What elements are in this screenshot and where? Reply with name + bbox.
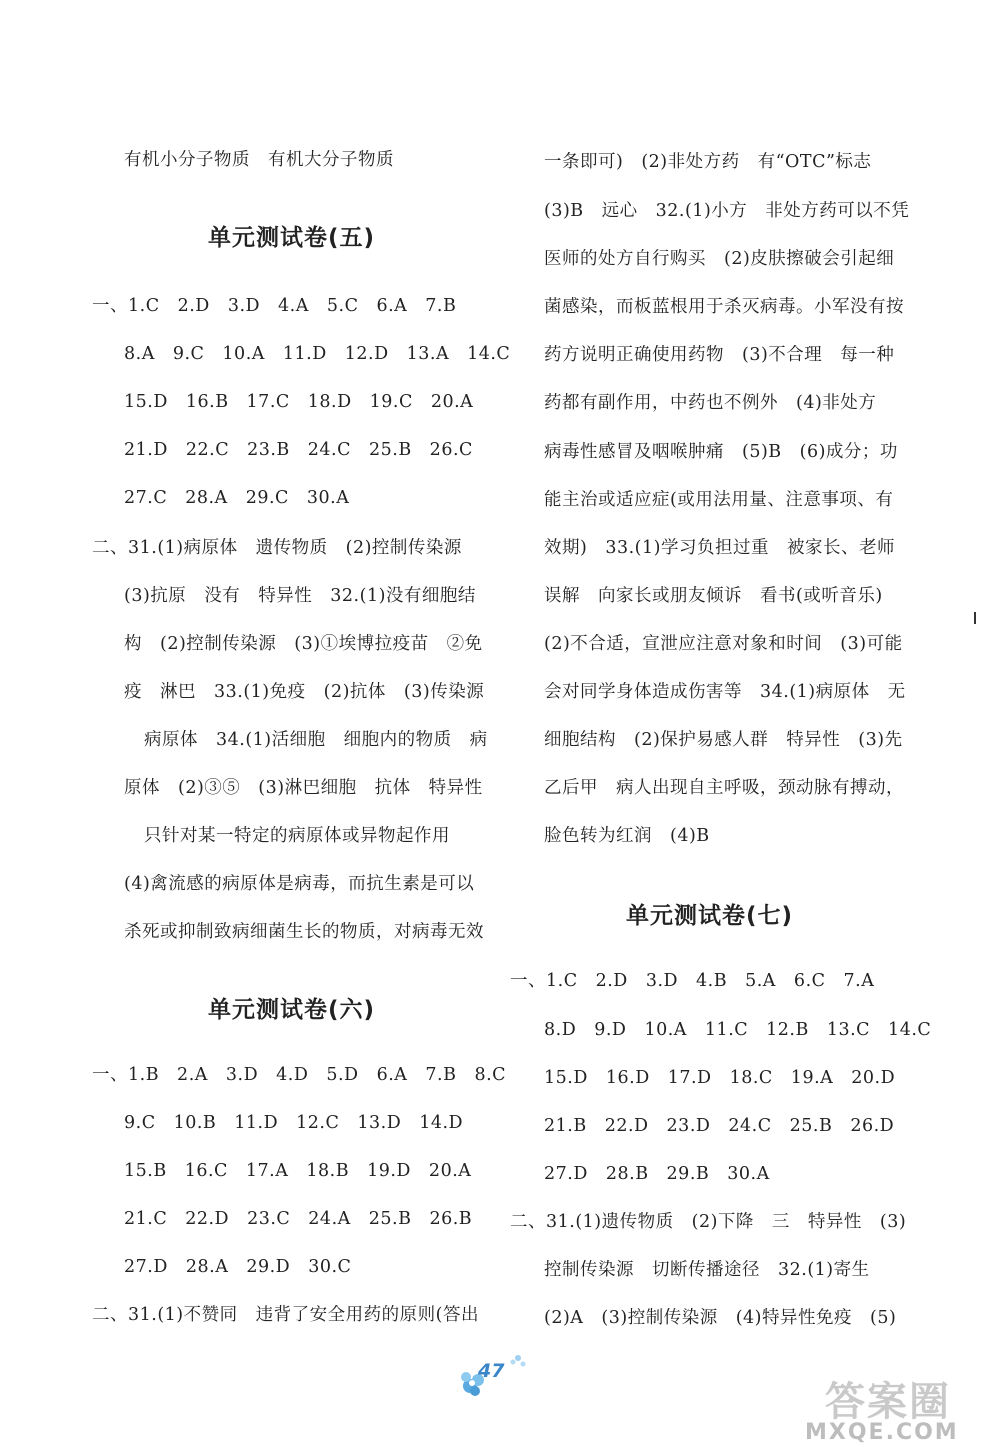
- answer-line: 一、1.C 2.D 3.D 4.A 5.C 6.A 7.B: [92, 296, 457, 316]
- answer-line: 病原体 34.(1)活细胞 细胞内的物质 病: [144, 730, 488, 750]
- answer-line: 只针对某一特定的病原体或异物起作用: [144, 826, 450, 846]
- answer-line: 杀死或抑制致病细菌生长的物质，对病毒无效: [124, 922, 484, 942]
- answer-line: (4)禽流感的病原体是病毒，而抗生素是可以: [124, 874, 475, 894]
- answer-line: 二、31.(1)不赞同 违背了安全用药的原则(答出: [92, 1305, 479, 1325]
- answer-line: (2)A (3)控制传染源 (4)特异性免疫 (5): [544, 1308, 897, 1328]
- section-title-test5: 单元测试卷(五): [208, 225, 376, 251]
- answer-line: 构 (2)控制传染源 (3)①埃博拉疫苗 ②免: [124, 634, 483, 654]
- answer-line: 二、31.(1)病原体 遗传物质 (2)控制传染源: [92, 538, 462, 558]
- answer-line: 21.C 22.D 23.C 24.A 25.B 26.B: [124, 1209, 473, 1229]
- answer-line: (3)抗原 没有 特异性 32.(1)没有细胞结: [124, 586, 476, 606]
- answer-line: 细胞结构 (2)保护易感人群 特异性 (3)先: [544, 730, 903, 750]
- answer-line: 药都有副作用，中药也不例外 (4)非处方: [544, 393, 877, 413]
- page-edge-mark: [974, 612, 976, 624]
- answer-line: 乙后甲 病人出现自主呼吸，颈动脉有搏动，: [544, 778, 904, 798]
- answer-line: 菌感染，而板蓝根用于杀灭病毒。小军没有按: [544, 297, 904, 317]
- answer-line: 效期) 33.(1)学习负担过重 被家长、老师: [544, 538, 895, 558]
- answer-line: 15.D 16.D 17.D 18.C 19.A 20.D: [544, 1068, 896, 1088]
- answer-line: 原体 (2)③⑤ (3)淋巴细胞 抗体 特异性: [124, 778, 483, 798]
- answer-line: 一条即可) (2)非处方药 有“OTC”标志: [544, 152, 872, 172]
- answer-line: 病毒性感冒及咽喉肿痛 (5)B (6)成分；功: [544, 442, 898, 462]
- answer-line: 一、1.B 2.A 3.D 4.D 5.D 6.A 7.B 8.C: [92, 1065, 507, 1085]
- page-number: 47: [478, 1360, 505, 1382]
- answer-line: 8.D 9.D 10.A 11.C 12.B 13.C 14.C: [544, 1020, 932, 1040]
- answer-line: 8.A 9.C 10.A 11.D 12.D 13.A 14.C: [124, 344, 511, 364]
- answer-line: 药方说明正确使用药物 (3)不合理 每一种: [544, 345, 895, 365]
- page-number-badge: [458, 1348, 532, 1398]
- answer-line: 27.D 28.A 29.D 30.C: [124, 1257, 352, 1277]
- answer-line: 27.C 28.A 29.C 30.A: [124, 488, 350, 508]
- answer-line: 二、31.(1)遗传物质 (2)下降 三 特异性 (3): [510, 1212, 907, 1232]
- answer-line: 控制传染源 切断传播途径 32.(1)寄生: [544, 1260, 870, 1280]
- answer-line: 9.C 10.B 11.D 12.C 13.D 14.D: [124, 1113, 464, 1133]
- section-title-test7: 单元测试卷(七): [626, 903, 794, 929]
- answer-line: 15.D 16.B 17.C 18.D 19.C 20.A: [124, 392, 474, 412]
- answer-line: 疫 淋巴 33.(1)免疫 (2)抗体 (3)传染源: [124, 682, 485, 702]
- continued-text-top: 有机小分子物质 有机大分子物质: [124, 150, 394, 170]
- answer-line: (3)B 远心 32.(1)小方 非处方药可以不凭: [544, 201, 910, 221]
- answer-line: 27.D 28.B 29.B 30.A: [544, 1164, 770, 1184]
- answer-line: 21.B 22.D 23.D 24.C 25.B 26.D: [544, 1116, 895, 1136]
- answer-line: (2)不合适，宣泄应注意对象和时间 (3)可能: [544, 634, 903, 654]
- answer-line: 误解 向家长或朋友倾诉 看书(或听音乐): [544, 586, 883, 606]
- section-title-test6: 单元测试卷(六): [208, 997, 376, 1023]
- answer-line: 医师的处方自行购买 (2)皮肤擦破会引起细: [544, 249, 895, 269]
- answer-line: 会对同学身体造成伤害等 34.(1)病原体 无: [544, 682, 906, 702]
- watermark-logo: [800, 1370, 995, 1450]
- answer-line: 能主治或适应症(或用法用量、注意事项、有: [544, 490, 894, 510]
- answer-line: 21.D 22.C 23.B 24.C 25.B 26.C: [124, 440, 473, 460]
- answer-line: 脸色转为红润 (4)B: [544, 826, 710, 846]
- answer-line: 15.B 16.C 17.A 18.B 19.D 20.A: [124, 1161, 472, 1181]
- watermark-top-text: 答案圈: [825, 1379, 951, 1425]
- answer-line: 一、1.C 2.D 3.D 4.B 5.A 6.C 7.A: [510, 971, 875, 991]
- watermark-bottom-text: MXQE.COM: [805, 1420, 959, 1445]
